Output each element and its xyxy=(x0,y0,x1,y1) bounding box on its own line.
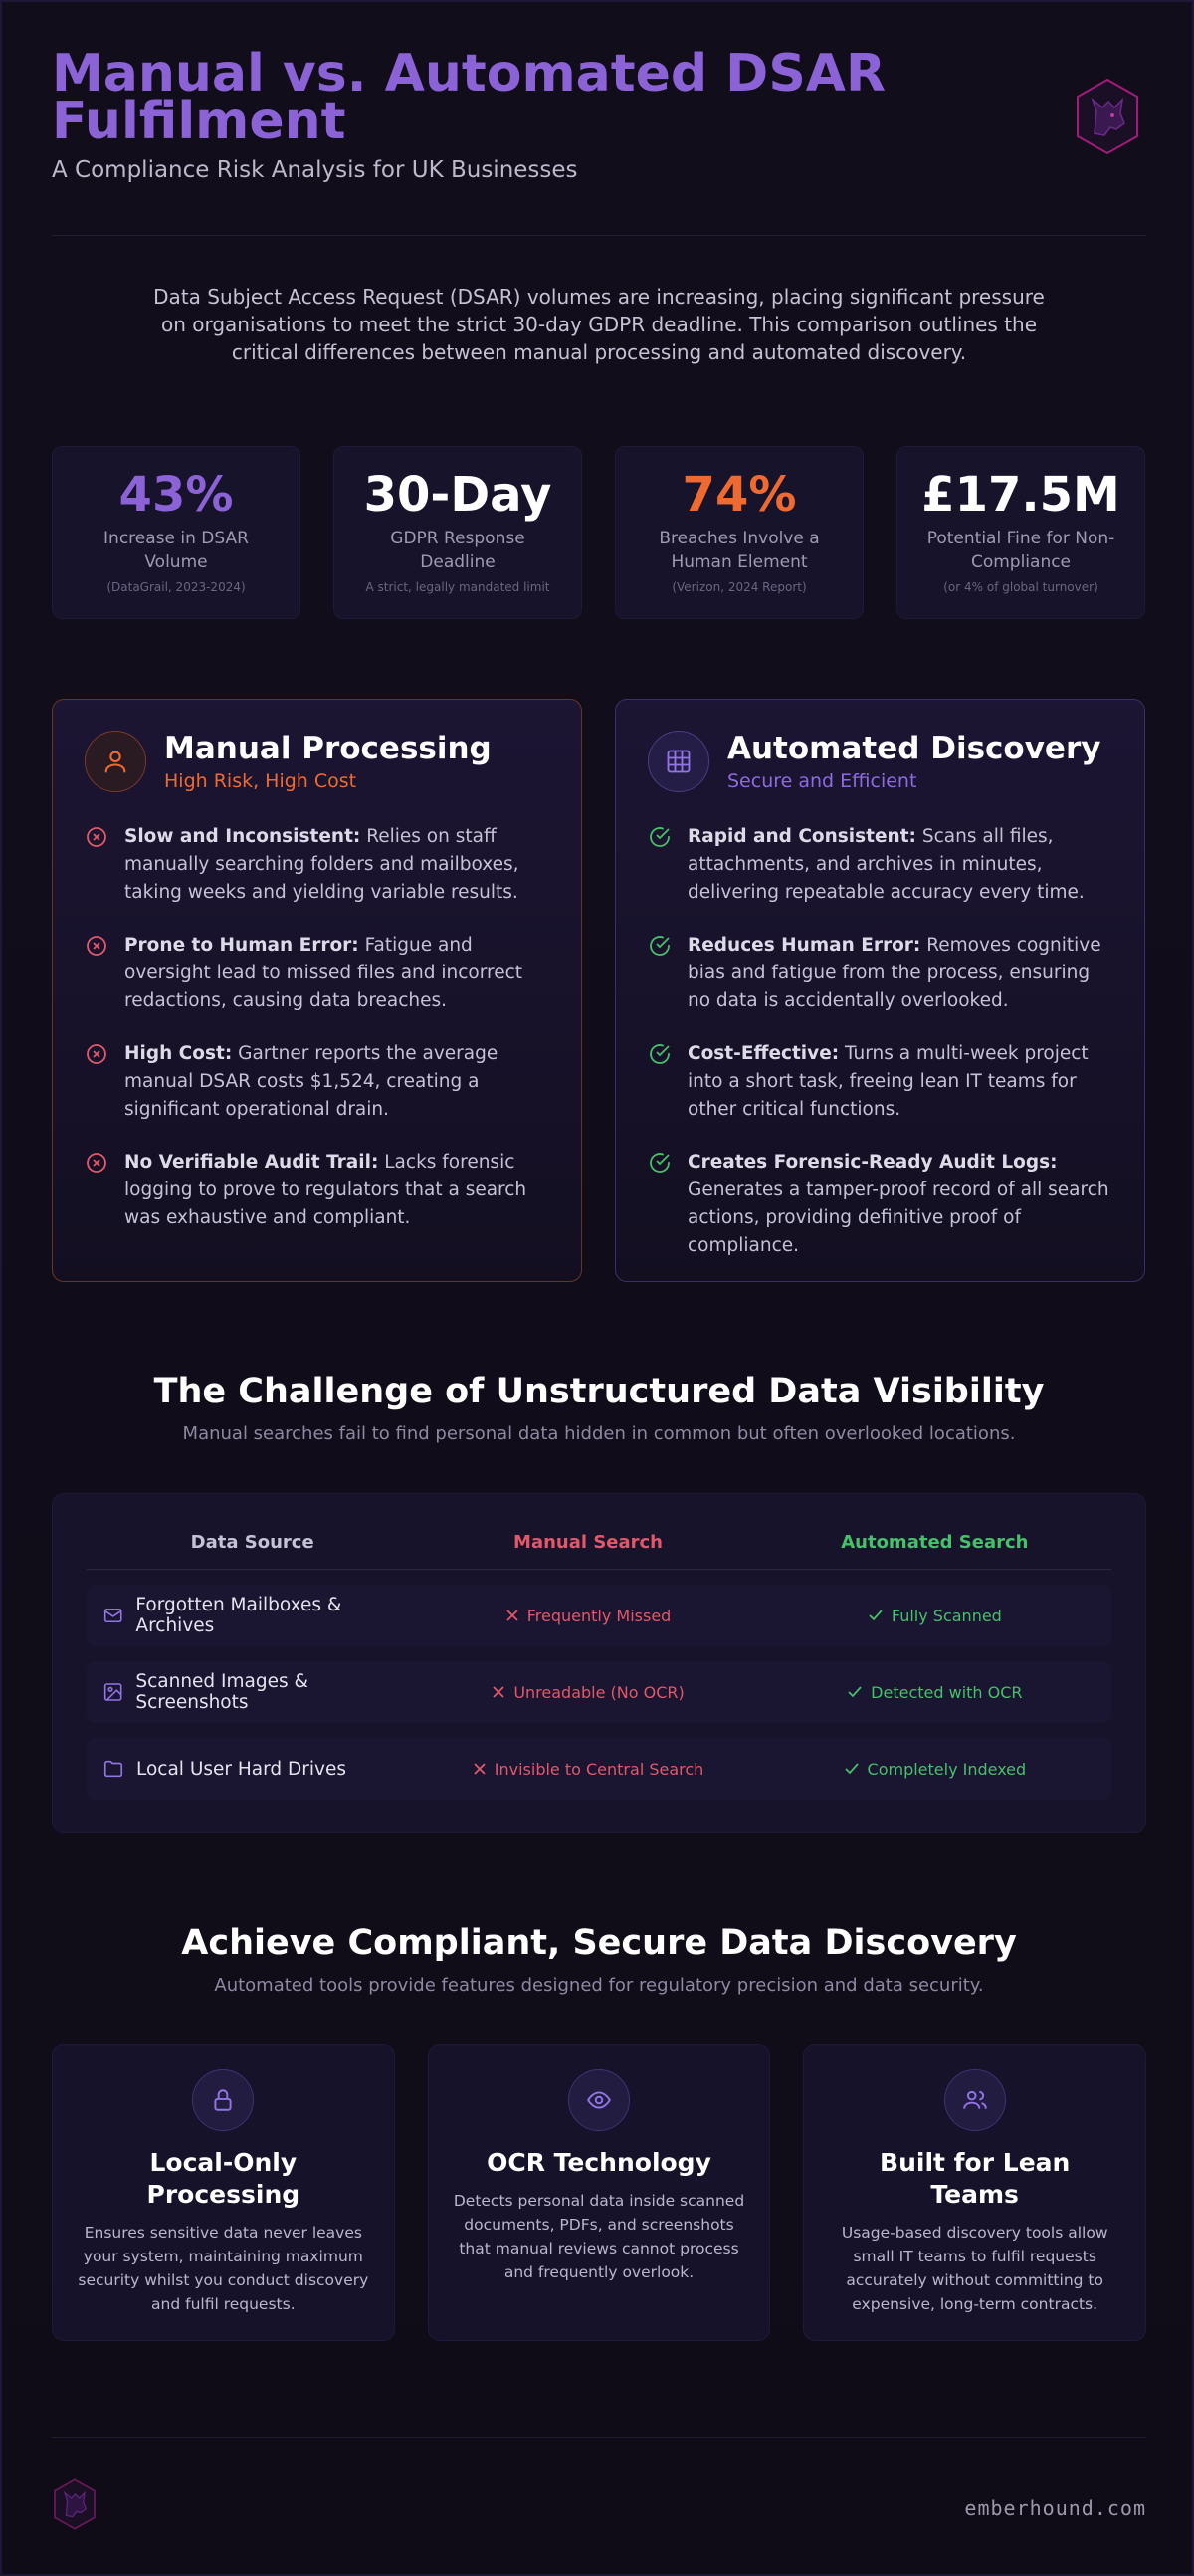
eye-icon xyxy=(568,2069,630,2131)
check-circle-icon xyxy=(648,934,672,958)
stat-card xyxy=(615,446,864,619)
item-heading: Creates Forensic-Ready Audit Logs: xyxy=(688,1152,1058,1173)
x-icon xyxy=(492,1685,505,1699)
page-title: Manual vs. Automated DSAR Fulfilment xyxy=(52,44,887,151)
data-source-label: Scanned Images & Screenshots xyxy=(135,1671,308,1713)
check-icon xyxy=(844,1762,860,1776)
automated-result: Completely Indexed xyxy=(867,1759,1027,1779)
list-item xyxy=(85,932,549,1015)
feature-card xyxy=(52,2044,395,2341)
automated-discovery-card xyxy=(615,699,1145,1282)
lock-icon xyxy=(192,2069,254,2131)
user-icon xyxy=(85,731,146,792)
x-circle-icon xyxy=(85,1151,108,1175)
check-icon xyxy=(847,1685,863,1699)
stat-value: £17.5M xyxy=(921,467,1120,523)
x-circle-icon xyxy=(85,1042,108,1066)
grid-icon xyxy=(648,731,709,792)
item-text: Turns a multi-week project into a short task, freeing lean IT teams for other critical functions. xyxy=(688,1043,1089,1120)
x-circle-icon xyxy=(85,825,108,849)
section-title: Achieve Compliant, Secure Data Discovery xyxy=(181,1923,1017,1963)
section-title: The Challenge of Unstructured Data Visibility xyxy=(153,1372,1045,1411)
list-item xyxy=(648,823,1112,907)
check-icon xyxy=(868,1609,884,1622)
manual-result: Frequently Missed xyxy=(526,1606,672,1625)
stat-card xyxy=(52,446,300,619)
item-heading: Prone to Human Error: xyxy=(124,935,359,956)
feature-card xyxy=(803,2044,1146,2341)
stat-label: Increase in DSAR Volume xyxy=(103,529,249,572)
stats-row xyxy=(52,446,1146,619)
manual-result: Invisible to Central Search xyxy=(494,1759,704,1779)
automated-result: Detected with OCR xyxy=(871,1682,1023,1702)
data-source-label: Local User Hard Drives xyxy=(136,1758,346,1780)
table-row xyxy=(87,1738,1111,1800)
check-circle-icon xyxy=(648,825,672,849)
column-header: Automated Search xyxy=(841,1532,1029,1553)
column-header: Manual Search xyxy=(513,1532,663,1553)
item-text: Removes cognitive bias and fatigue from the process, ensuring no data is accidentally overlooked. xyxy=(688,935,1101,1011)
card-title: Manual Processing xyxy=(164,731,492,766)
check-circle-icon xyxy=(648,1151,672,1175)
features-section-header xyxy=(52,1923,1146,1996)
stat-label: Breaches Involve a Human Element xyxy=(659,529,820,572)
column-header: Data Source xyxy=(190,1532,314,1553)
item-text: Generates a tamper-proof record of all search actions, providing definitive proof of compliance. xyxy=(688,1180,1109,1256)
stat-source: (or 4% of global turnover) xyxy=(943,580,1098,594)
footer-brand[interactable]: emberhound.com xyxy=(964,2496,1146,2520)
item-heading: Reduces Human Error: xyxy=(688,935,921,956)
feature-title: Built for Lean Teams xyxy=(880,2148,1071,2209)
divider xyxy=(52,235,1146,236)
wolf-head-hexagon-icon xyxy=(52,2478,98,2530)
item-text: Lacks forensic logging to prove to regulators that a search was exhaustive and compliant. xyxy=(124,1152,527,1228)
folder-icon xyxy=(102,1758,124,1780)
footer xyxy=(52,2465,1146,2534)
item-text: Relies on staff manually searching folders and mailboxes, taking weeks and yielding variable results. xyxy=(124,826,519,903)
feature-text: Detects personal data inside scanned documents, PDFs, and screenshots that manual reviews cannot process and frequently overlook. xyxy=(453,2192,745,2281)
feature-card xyxy=(428,2044,771,2341)
stat-source: (Verizon, 2024 Report) xyxy=(672,580,807,594)
item-heading: Slow and Inconsistent: xyxy=(124,826,361,847)
item-heading: Cost-Effective: xyxy=(688,1043,840,1064)
list-item xyxy=(85,1149,549,1232)
stat-source: A strict, legally mandated limit xyxy=(365,580,550,594)
card-subtitle: High Risk, High Cost xyxy=(164,770,357,792)
mail-icon xyxy=(102,1605,123,1626)
features-row xyxy=(52,2044,1146,2341)
visibility-section-header xyxy=(52,1372,1146,1444)
table-row xyxy=(87,1585,1111,1646)
x-icon xyxy=(505,1609,519,1622)
page-subtitle: A Compliance Risk Analysis for UK Businesses xyxy=(52,157,578,183)
item-heading: No Verifiable Audit Trail: xyxy=(124,1152,379,1173)
stat-value: 74% xyxy=(682,467,797,523)
feature-text: Ensures sensitive data never leaves your system, maintaining maximum security whilst you conduct discovery and fulfil requests. xyxy=(78,2224,369,2313)
feature-text: Usage-based discovery tools allow small IT teams to fulfil requests accurately without committing to expensive, long-term contracts. xyxy=(841,2224,1108,2313)
card-subtitle: Secure and Efficient xyxy=(727,770,917,792)
item-text: Fatigue and oversight lead to missed files and incorrect redactions, causing data breaches. xyxy=(124,935,523,1011)
check-circle-icon xyxy=(648,1042,672,1066)
section-subtitle: Manual searches fail to find personal data hidden in common but often overlooked locations. xyxy=(182,1423,1016,1444)
comparison-cards xyxy=(52,699,1146,1282)
stat-value: 30-Day xyxy=(363,467,552,523)
table-row xyxy=(87,1661,1111,1723)
item-heading: High Cost: xyxy=(124,1043,233,1064)
list-item xyxy=(648,932,1112,1015)
list-item xyxy=(648,1149,1112,1260)
wolf-head-hexagon-icon xyxy=(1075,78,1140,155)
section-subtitle: Automated tools provide features designed for regulatory precision and data security. xyxy=(214,1975,984,1996)
item-text: Scans all files, attachments, and archives in minutes, delivering repeatable accuracy every time. xyxy=(688,826,1085,903)
table-header xyxy=(87,1516,1111,1570)
list-item xyxy=(85,823,549,907)
intro-text: Data Subject Access Request (DSAR) volumes are increasing, placing significant pressure on organisations to meet the strict 30-day GDPR deadline. This comparison outlines the critical differences between manual processing and automated discovery. xyxy=(153,285,1045,364)
stat-label: Potential Fine for Non-Compliance xyxy=(926,529,1115,572)
item-heading: Rapid and Consistent: xyxy=(688,826,916,847)
data-visibility-table xyxy=(52,1493,1146,1833)
stat-value: 43% xyxy=(118,467,234,523)
stat-label: GDPR Response Deadline xyxy=(390,529,525,572)
manual-processing-card xyxy=(52,699,582,1282)
card-title: Automated Discovery xyxy=(727,731,1101,766)
header xyxy=(52,44,1146,189)
x-circle-icon xyxy=(85,934,108,958)
divider xyxy=(52,2437,1146,2438)
stat-card xyxy=(896,446,1145,619)
data-source-label: Forgotten Mailboxes & Archives xyxy=(135,1595,342,1636)
stat-source: (DataGrail, 2023-2024) xyxy=(106,580,246,594)
x-icon xyxy=(473,1762,487,1776)
list-item xyxy=(648,1040,1112,1124)
manual-result: Unreadable (No OCR) xyxy=(513,1682,685,1702)
image-icon xyxy=(102,1681,123,1703)
list-item xyxy=(85,1040,549,1124)
stat-card xyxy=(333,446,582,619)
feature-title: Local-Only Processing xyxy=(146,2148,300,2209)
automated-result: Fully Scanned xyxy=(891,1606,1002,1625)
feature-title: OCR Technology xyxy=(487,2148,711,2177)
item-text: Gartner reports the average manual DSAR costs $1,524, creating a significant operational drain. xyxy=(124,1043,498,1120)
users-icon xyxy=(944,2069,1006,2131)
